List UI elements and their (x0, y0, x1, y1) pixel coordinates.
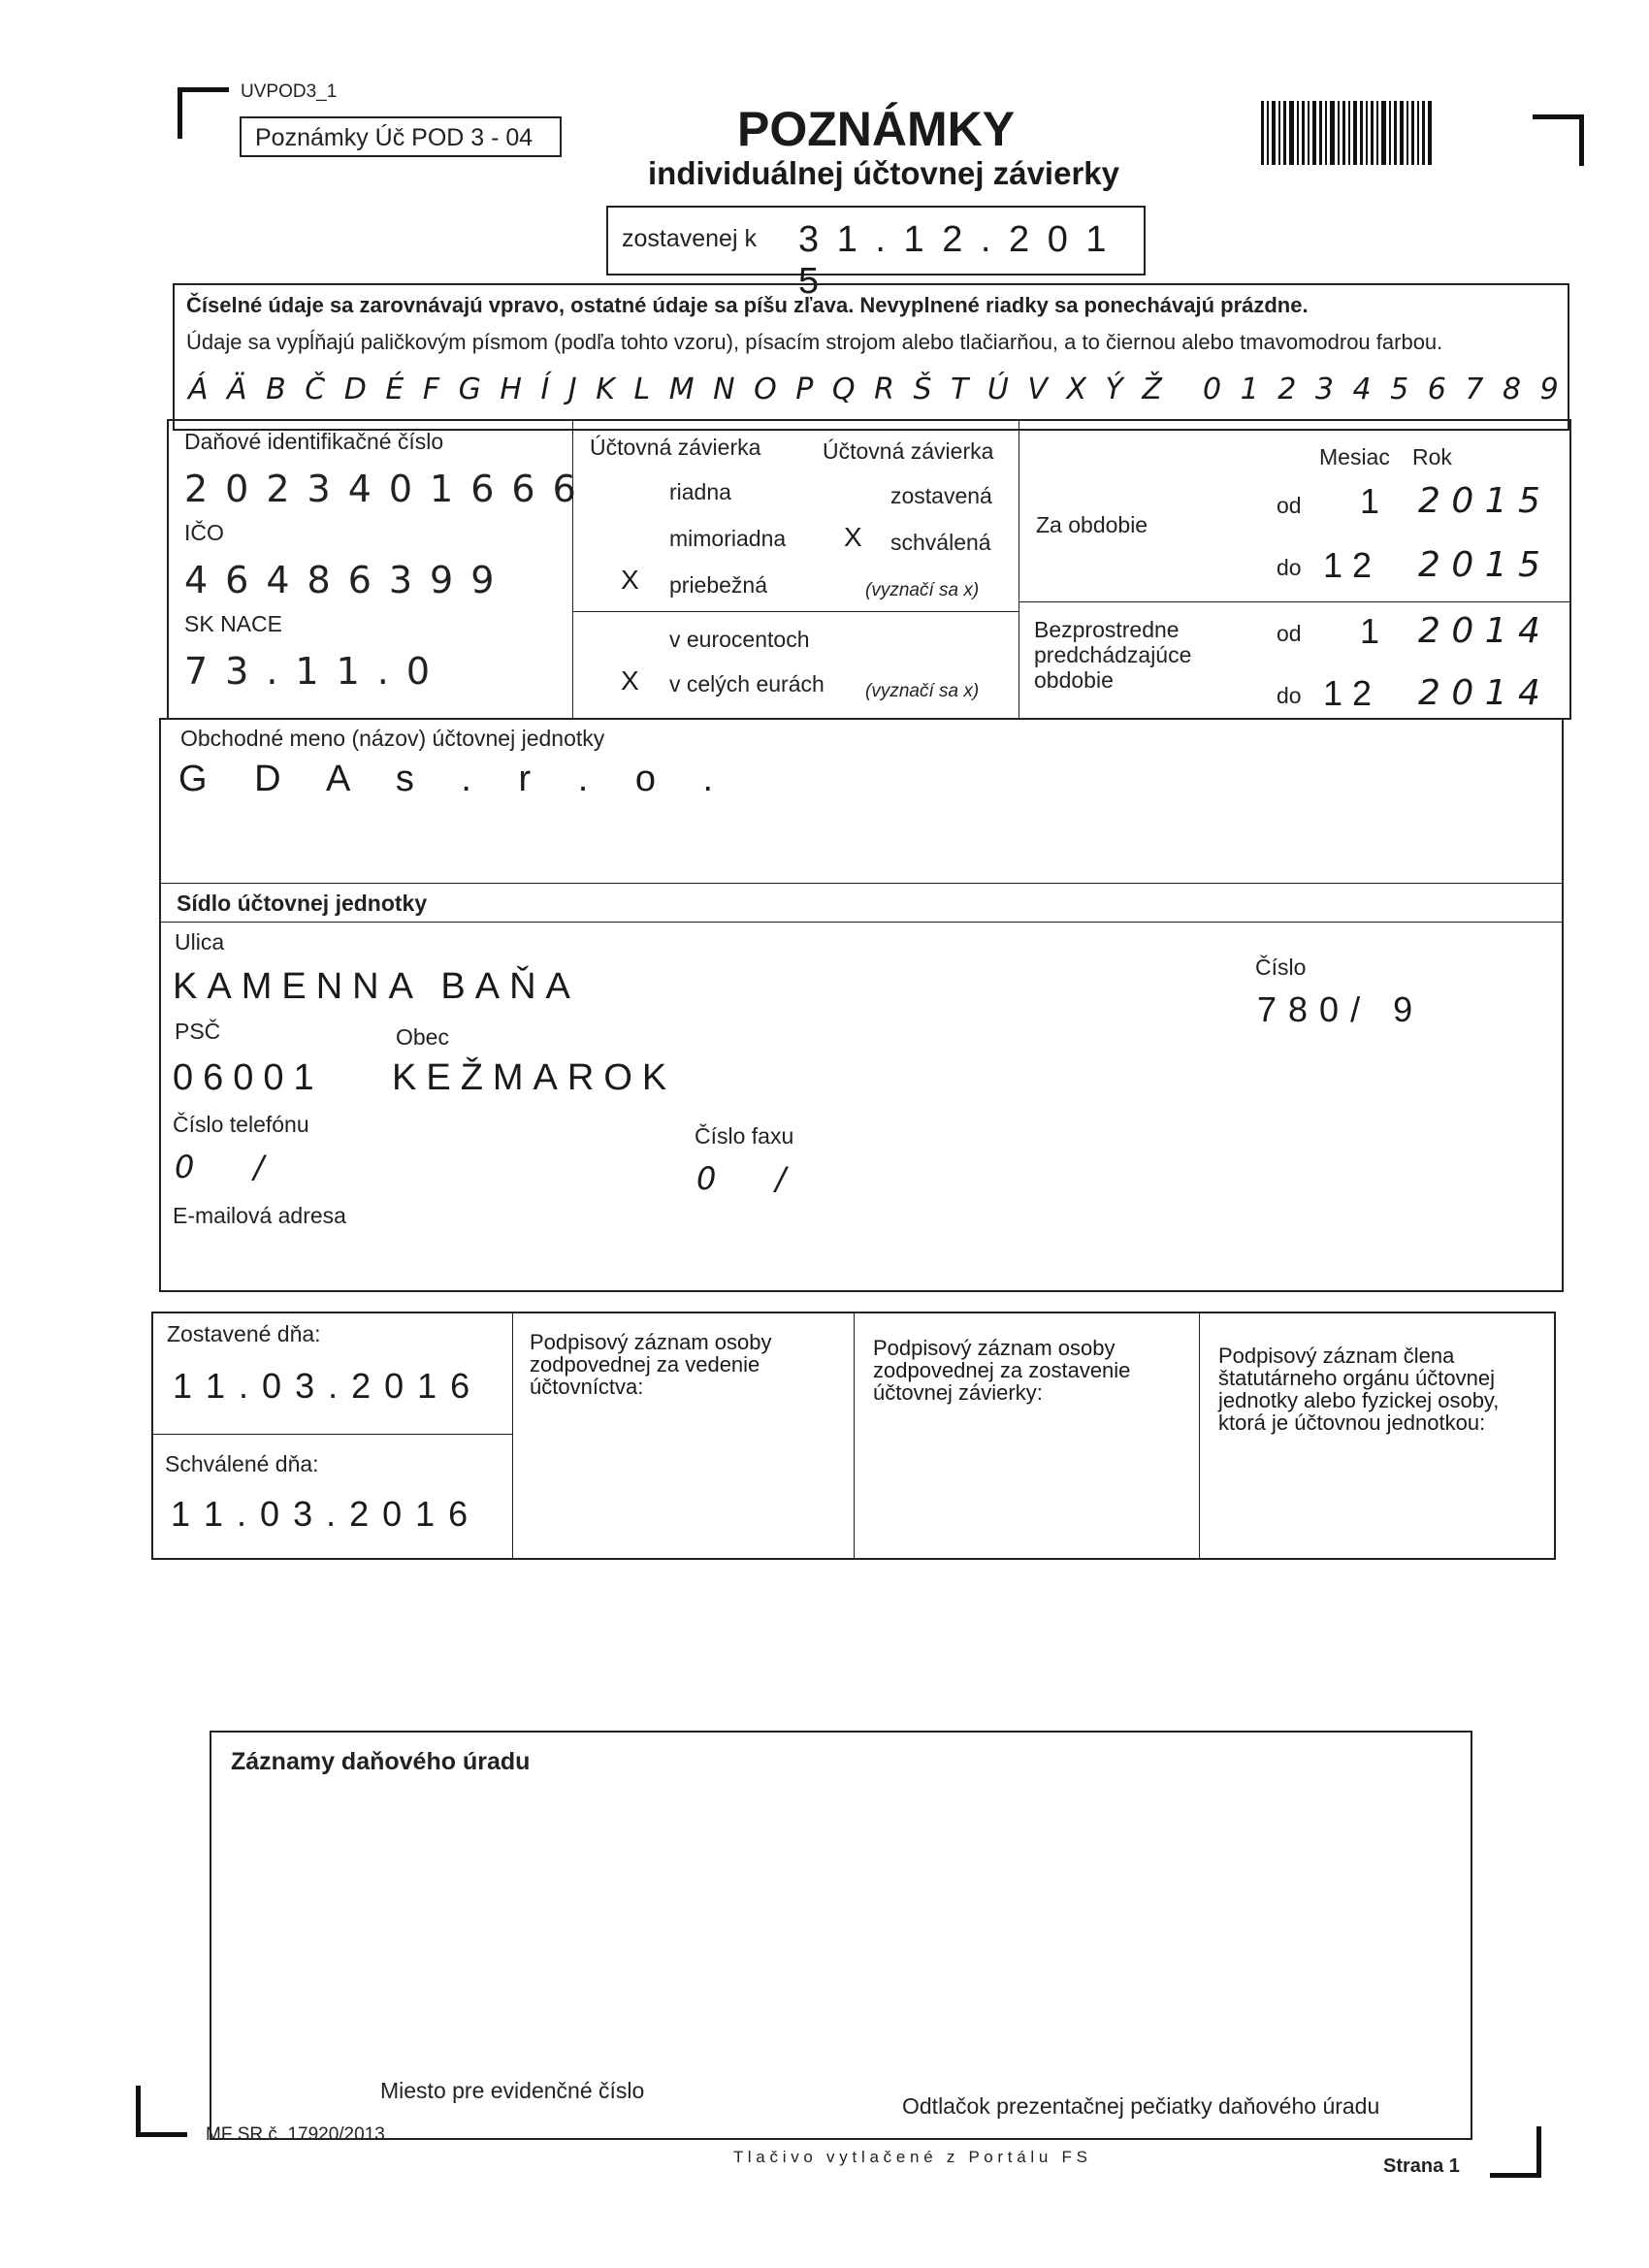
option-priebezna[interactable]: priebežná (669, 572, 768, 598)
schvalena-mark[interactable]: X (844, 522, 862, 552)
statement-type-header: Účtovná závierka (590, 435, 761, 460)
corner-mark-bottom-left (136, 2086, 187, 2137)
form-code: UVPOD3_1 (241, 81, 338, 102)
ico-label: IČO (184, 520, 224, 545)
barcode (1261, 101, 1435, 165)
option-eurocent[interactable]: v eurocentoch (669, 627, 810, 652)
company-name-label: Obchodné meno (názov) účtovnej jednotky (180, 726, 605, 751)
city-value[interactable]: KEŽMAROK (392, 1057, 677, 1098)
address-section-title: Sídlo účtovnej jednotky (177, 891, 428, 916)
page-subtitle: individuálnej účtovnej závierky (648, 155, 1119, 191)
number-label: Číslo (1255, 955, 1307, 980)
compiled-on-value[interactable]: 1 1 . 0 3 . 2 0 1 6 (173, 1366, 472, 1406)
divider (1018, 421, 1019, 718)
current-to-month[interactable]: 1 2 (1323, 545, 1373, 585)
evidence-number-label: Miesto pre evidenčné číslo (380, 2078, 645, 2103)
psc-label: PSČ (175, 1019, 221, 1044)
dic-label: Daňové identifikačné číslo (184, 429, 444, 454)
instructions-box (173, 283, 1569, 431)
divider (161, 883, 1562, 884)
approved-on-value[interactable]: 1 1 . 0 3 . 2 0 1 6 (171, 1494, 470, 1534)
tax-office-title: Záznamy daňového úradu (231, 1748, 531, 1775)
divider (854, 1313, 855, 1558)
year-label: Rok (1412, 444, 1452, 470)
previous-to-month[interactable]: 1 2 (1323, 673, 1373, 713)
fax-label: Číslo faxu (695, 1123, 794, 1149)
option-zostavena[interactable]: zostavená (890, 483, 992, 508)
instruction-line-1: Číselné údaje sa zarovnávajú vpravo, ostatné údaje sa píšu zľava. Nevyplnené riadky sa ponechávajú prázdne. (186, 293, 1309, 317)
phone-value[interactable]: 0 / (175, 1149, 265, 1185)
psc-value[interactable]: 06001 (173, 1057, 324, 1098)
option-schvalena[interactable]: schválená (890, 530, 991, 555)
current-period-label: Za obdobie (1036, 512, 1148, 537)
divider (161, 922, 1562, 923)
letter-pattern: Á Ä B Č D É F G H Í J K L M N O P Q R Š T Ú V X Ý Ž (188, 373, 1162, 406)
compiled-on-label: Zostavené dňa: (167, 1321, 321, 1346)
divider (153, 1434, 512, 1435)
stamp-label: Odtlačok prezentačnej pečiatky daňového úradu (902, 2093, 1380, 2119)
to-label: do (1277, 683, 1302, 708)
corner-mark-top-right (1533, 114, 1584, 166)
previous-period-label-3: obdobie (1034, 667, 1114, 693)
corner-mark-top-left (178, 87, 229, 139)
compiled-date[interactable]: 3 1 . 1 2 . 2 0 1 5 (798, 219, 1111, 302)
city-label: Obec (396, 1024, 449, 1050)
company-name-value[interactable]: G D A s . r . o . (178, 759, 720, 799)
option-mimoriadna[interactable]: mimoriadna (669, 526, 787, 551)
page-title: POZNÁMKY (737, 102, 1016, 156)
divider (1018, 601, 1569, 602)
instruction-line-2: Údaje sa vypĺňajú paličkovým písmom (podľa tohto vzoru), písacím strojom alebo tlačiarňou, a to čiernou alebo tmavomodrou farbou. (186, 330, 1443, 354)
month-label: Mesiac (1319, 444, 1390, 470)
page-number: Strana 1 (1383, 2155, 1460, 2177)
priebezna-mark[interactable]: X (621, 565, 639, 595)
mark-hint: (vyznačí sa x) (865, 681, 980, 701)
current-to-year[interactable]: 2 0 1 5 (1418, 545, 1540, 585)
divider (572, 611, 1018, 612)
from-label: od (1277, 493, 1302, 518)
from-label: od (1277, 621, 1302, 646)
corner-mark-bottom-right (1490, 2126, 1541, 2178)
form-label: Poznámky Úč POD 3 - 04 (255, 124, 534, 151)
sknace-label: SK NACE (184, 611, 282, 636)
digit-pattern: 0 1 2 3 4 5 6 7 8 9 (1203, 373, 1559, 406)
street-label: Ulica (175, 929, 225, 955)
approved-on-label: Schválené dňa: (165, 1451, 319, 1476)
signature-statement-label: Podpisový záznam osoby zodpovednej za zostavenie účtovnej závierky: (873, 1336, 1131, 1405)
compiled-label: zostavenej k (622, 225, 757, 252)
form-label-box (240, 116, 562, 157)
divider (1199, 1313, 1200, 1558)
sknace-value[interactable]: 73.11.0 (184, 650, 448, 693)
current-from-month[interactable]: 1 (1360, 481, 1380, 521)
previous-period-label-1: Bezprostredne (1034, 617, 1180, 642)
previous-period-label-2: predchádzajúce (1034, 642, 1192, 667)
previous-from-year[interactable]: 2 0 1 4 (1418, 611, 1540, 651)
email-label: E-mailová adresa (173, 1203, 346, 1228)
number-value[interactable]: 780/ 9 (1257, 989, 1425, 1029)
statement-state-header: Účtovná závierka (823, 438, 994, 464)
divider (572, 421, 573, 718)
to-label: do (1277, 555, 1302, 580)
signature-accounting-label: Podpisový záznam osoby zodpovednej za vedenie účtovníctva: (530, 1330, 772, 1399)
ministry-reference: MF SR č. 17920/2013 (206, 2124, 385, 2145)
street-value[interactable]: KAMENNA BAŇA (173, 966, 580, 1007)
cele-eura-mark[interactable]: X (621, 665, 639, 696)
divider (512, 1313, 513, 1558)
current-from-year[interactable]: 2 0 1 5 (1418, 481, 1540, 521)
signature-statutory-label: Podpisový záznam člena štatutárneho orgánu účtovnej jednotky alebo fyzickej osoby, ktorá je účtovnou jednotkou: (1218, 1344, 1500, 1435)
option-cele-eura[interactable]: v celých eurách (669, 671, 824, 697)
dic-value[interactable]: 2023401666 (184, 468, 594, 510)
mark-hint: (vyznačí sa x) (865, 580, 980, 600)
compiled-date-box (606, 206, 1146, 302)
previous-from-month[interactable]: 1 (1360, 611, 1380, 651)
fax-value[interactable]: 0 / (696, 1160, 787, 1197)
printed-from-portal: T l a č i v o v y t l a č e n é z P o r t á l u F S (733, 2148, 1088, 2166)
phone-label: Číslo telefónu (173, 1112, 309, 1137)
ico-value[interactable]: 46486399 (184, 559, 512, 601)
option-riadna[interactable]: riadna (669, 479, 731, 504)
previous-to-year[interactable]: 2 0 1 4 (1418, 673, 1540, 713)
